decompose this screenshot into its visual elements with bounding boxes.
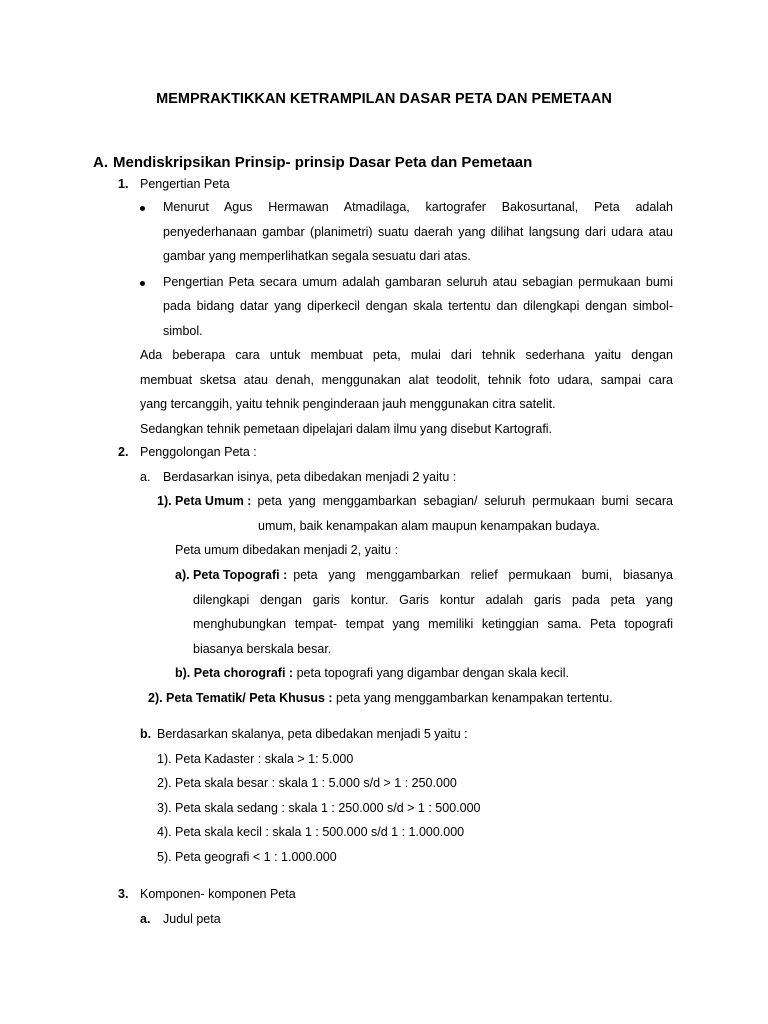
- peta-topografi-line-4: biasanya berskala besar.: [193, 642, 332, 656]
- section-a-title: Mendiskripsikan Prinsip- prinsip Dasar Peta dan Pemetaan: [113, 154, 533, 171]
- peta-chorografi: [175, 665, 569, 681]
- section-1-title: Pengertian Peta: [140, 177, 230, 191]
- peta-umum-text: peta yang menggambarkan sebagian/ seluruh permukaan bumi secara: [257, 494, 673, 508]
- scale-item: 5). Peta geografi < 1 : 1.000.000: [157, 850, 337, 864]
- scale-item: 3). Peta skala sedang : skala 1 : 250.000 s/d > 1 : 500.000: [157, 801, 481, 815]
- section-3a-title: Judul peta: [163, 912, 221, 926]
- paragraph-line-2: membuat sketsa atau denah, menggunakan alat teodolit, tehnik foto udara, sampai cara: [140, 373, 673, 387]
- section-a-label: A.: [93, 154, 108, 171]
- scale-item: 2). Peta skala besar : skala 1 : 5.000 s/d > 1 : 250.000: [157, 776, 457, 790]
- peta-tematik-label: 2). Peta Tematik/ Peta Khusus :: [148, 691, 333, 705]
- paragraph-2: Sedangkan tehnik pemetaan dipelajari dalam ilmu yang disebut Kartografi.: [140, 422, 553, 436]
- peta-tematik-text: peta yang menggambarkan kenampakan tertentu.: [336, 691, 613, 705]
- section-3a-label: a.: [140, 912, 151, 926]
- subsection-b-title: Berdasarkan skalanya, peta dibedakan menjadi 5 yaitu :: [157, 727, 468, 741]
- paragraph-line-1: Ada beberapa cara untuk membuat peta, mulai dari tehnik sederhana yaitu dengan: [140, 348, 673, 362]
- subsection-a-label: a.: [140, 470, 151, 484]
- paragraph-line-3: yang tercanggih, yaitu tehnik penginderaan jauh menggunakan citra satelit.: [140, 397, 556, 411]
- scale-item: 1). Peta Kadaster : skala > 1: 5.000: [157, 752, 354, 766]
- peta-tematik: [148, 690, 613, 706]
- section-3-title: Komponen- komponen Peta: [140, 887, 296, 901]
- bullet-1-line-1: Menurut Agus Hermawan Atmadilaga, kartografer Bakosurtanal, Peta adalah: [163, 200, 673, 214]
- page-title: MEMPRAKTIKKAN KETRAMPILAN DASAR PETA DAN PEMETAAN: [156, 91, 612, 107]
- bullet-1-line-3: gambar yang memperlihatkan segala sesuatu dari atas.: [163, 249, 471, 263]
- subsection-b-label: b.: [140, 727, 152, 741]
- peta-chorografi-text: peta topografi yang digambar dengan skala kecil.: [296, 666, 569, 680]
- peta-topografi-line-1: [175, 567, 673, 583]
- bullet-icon: [140, 206, 145, 211]
- peta-topografi-label: a). Peta Topografi :: [175, 568, 288, 582]
- peta-topografi-line-2: dilengkapi dengan garis kontur. Garis kontur adalah garis pada peta yang: [193, 593, 673, 607]
- section-3-number: 3.: [118, 887, 129, 901]
- peta-chorografi-label: b). Peta chorografi :: [175, 666, 294, 680]
- bullet-2-line-1: Pengertian Peta secara umum adalah gambaran seluruh atau sebagian permukaan bumi: [163, 275, 673, 289]
- bullet-icon: [140, 281, 145, 286]
- section-1-number: 1.: [118, 177, 129, 191]
- subsection-a-title: Berdasarkan isinya, peta dibedakan menjadi 2 yaitu :: [163, 470, 457, 484]
- peta-umum-line-1: [157, 493, 673, 509]
- peta-topografi-text: peta yang menggambarkan relief permukaan bumi, biasanya: [293, 568, 673, 582]
- section-2-title: Penggolongan Peta :: [140, 445, 257, 459]
- bullet-1-line-2: penyederhanaan gambar (planimetri) suatu daerah yang dilihat langsung dari udara atau: [163, 225, 673, 239]
- scale-item: 4). Peta skala kecil : skala 1 : 500.000 s/d 1 : 1.000.000: [157, 825, 465, 839]
- peta-umum-division: Peta umum dibedakan menjadi 2, yaitu :: [175, 543, 399, 557]
- bullet-2-line-3: simbol.: [163, 324, 203, 338]
- peta-umum-line-2: umum, baik kenampakan alam maupun kenampakan budaya.: [258, 519, 600, 533]
- peta-topografi-line-3: menghubungkan tempat- tempat yang memiliki ketinggian sama. Peta topografi: [193, 617, 673, 631]
- bullet-2-line-2: pada bidang datar yang diperkecil dengan skala tertentu dan dilengkapi dengan simbol-: [163, 299, 673, 313]
- peta-umum-label: 1). Peta Umum :: [157, 494, 252, 508]
- section-2-number: 2.: [118, 445, 129, 459]
